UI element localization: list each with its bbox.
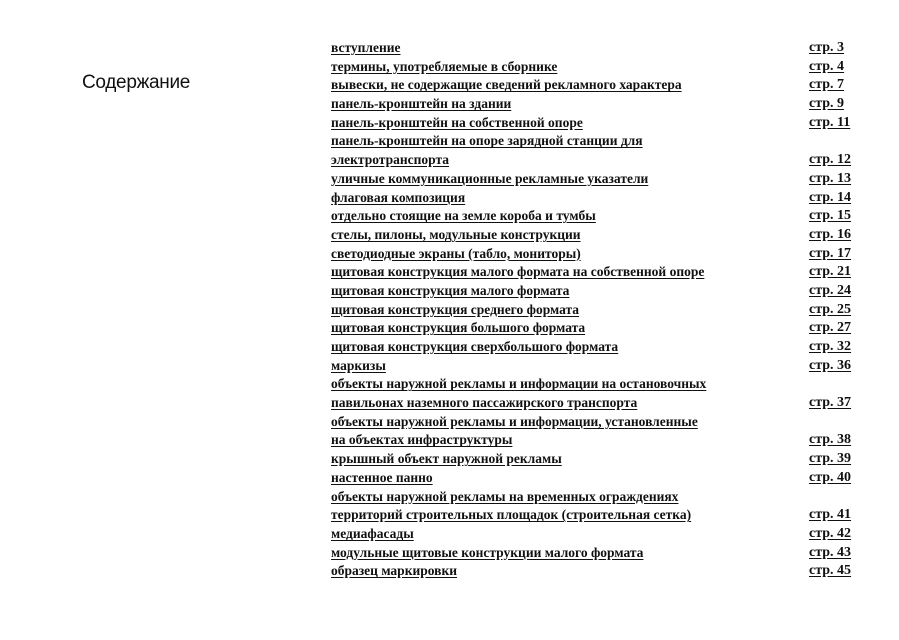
toc-entry-page[interactable]: стр. 43 [809,544,852,560]
toc-entry[interactable] [331,357,861,376]
toc-entry-page[interactable]: стр. 25 [809,301,852,317]
toc-entry-page[interactable]: стр. 12 [809,152,852,168]
toc-entry[interactable] [331,245,861,264]
toc-entry[interactable] [331,338,861,357]
toc-entry-page[interactable]: стр. 15 [809,208,852,224]
toc-entry-page[interactable]: стр. 37 [809,395,852,411]
toc-entry-title[interactable]: вступление [331,40,401,55]
toc-entry-title[interactable]: павильонах наземного пассажирского транспорта [331,395,638,411]
toc-entry[interactable] [331,301,861,320]
toc-entry-title[interactable]: щитовая конструкция малого формата на собственной опоре [331,264,705,280]
toc-entry[interactable] [331,39,861,58]
toc-entry[interactable] [331,170,861,189]
toc-entry-title[interactable]: уличные коммуникационные рекламные указатели [331,170,649,186]
toc-entry-page[interactable]: стр. 21 [809,264,852,280]
toc-entry[interactable] [331,76,861,95]
table-of-contents [331,39,861,581]
toc-entry[interactable] [331,488,861,525]
toc-entry-page[interactable]: стр. 45 [809,563,852,579]
toc-entry[interactable] [331,226,861,245]
toc-entry-title[interactable]: вывески, не содержащие сведений рекламного характера [331,77,682,93]
toc-entry-title[interactable]: флаговая композиция [331,189,466,205]
toc-entry-title[interactable]: панель-кронштейн на здании [331,96,512,112]
toc-entry-title[interactable]: щитовая конструкция большого формата [331,320,586,336]
toc-entry-page[interactable]: стр. 40 [809,469,852,485]
toc-entry-title[interactable]: модульные щитовые конструкции малого формата [331,544,644,560]
toc-entry-page[interactable]: стр. 38 [809,432,852,448]
toc-entry[interactable] [331,562,861,581]
toc-entry-page[interactable]: стр. 11 [809,114,851,130]
toc-entry[interactable] [331,132,861,169]
toc-entry-title[interactable]: образец маркировки [331,563,458,579]
toc-entry[interactable] [331,114,861,133]
toc-entry-title[interactable]: щитовая конструкция малого формата [331,282,570,298]
toc-entry-title[interactable]: объекты наружной рекламы и информации на остановочных [331,376,707,392]
toc-entry-page[interactable]: стр. 41 [809,507,852,523]
toc-entry-page[interactable]: стр. 7 [809,77,845,93]
toc-entry[interactable] [331,207,861,226]
toc-entry-title[interactable]: медиафасады [331,525,414,541]
toc-entry-page[interactable]: стр. 17 [809,245,852,261]
toc-entry-title[interactable]: панель-кронштейн на опоре зарядной станции для [331,133,643,149]
toc-entry[interactable] [331,469,861,488]
toc-entry-title[interactable]: панель-кронштейн на собственной опоре [331,114,583,130]
page-heading: Содержание [82,72,191,93]
toc-entry-title[interactable]: маркизы [331,357,386,373]
toc-entry[interactable] [331,544,861,563]
toc-entry-page[interactable]: стр. 42 [809,525,852,541]
toc-entry[interactable] [331,525,861,544]
toc-entry-title[interactable]: настенное панно [331,469,433,485]
toc-entry-page[interactable]: стр. 16 [809,226,852,242]
toc-entry[interactable] [331,95,861,114]
toc-entry-page[interactable]: стр. 3 [809,40,845,55]
toc-entry-page[interactable]: стр. 4 [809,58,845,74]
toc-entry-title[interactable]: объекты наружной рекламы на временных ограждениях [331,488,679,504]
toc-entry[interactable] [331,263,861,282]
toc-entry-page[interactable]: стр. 39 [809,451,852,467]
toc-entry-title[interactable]: крышный объект наружной рекламы [331,451,562,467]
toc-entry-page[interactable]: стр. 24 [809,282,852,298]
toc-entry-title[interactable]: объекты наружной рекламы и информации, установленные [331,413,698,429]
toc-entry[interactable] [331,375,861,412]
toc-entry-page[interactable]: стр. 14 [809,189,852,205]
toc-entry[interactable] [331,319,861,338]
toc-entry[interactable] [331,58,861,77]
toc-entry-page[interactable]: стр. 32 [809,339,852,354]
toc-entry[interactable] [331,413,861,450]
toc-entry-title[interactable]: светодиодные экраны (табло, мониторы) [331,245,581,261]
toc-entry-title[interactable]: термины, употребляемые в сборнике [331,58,558,74]
toc-entry-title[interactable]: стелы, пилоны, модульные конструкции [331,226,581,242]
toc-entry-page[interactable]: стр. 36 [809,357,852,373]
toc-entry-title[interactable]: отдельно стоящие на земле короба и тумбы [331,208,596,224]
toc-entry[interactable] [331,450,861,469]
toc-entry-title[interactable]: щитовая конструкция среднего формата [331,301,580,317]
toc-entry-page[interactable]: стр. 27 [809,320,852,336]
toc-entry-title[interactable]: щитовая конструкция сверхбольшого формата [331,339,619,354]
toc-entry[interactable] [331,189,861,208]
toc-entry-page[interactable]: стр. 9 [809,96,845,112]
toc-entry-title[interactable]: на объектах инфраструктуры [331,432,513,448]
toc-entry[interactable] [331,282,861,301]
toc-entry-title[interactable]: электротранспорта [331,152,450,168]
toc-entry-title[interactable]: территорий строительных площадок (строительная сетка) [331,507,692,523]
toc-entry-page[interactable]: стр. 13 [809,170,852,186]
